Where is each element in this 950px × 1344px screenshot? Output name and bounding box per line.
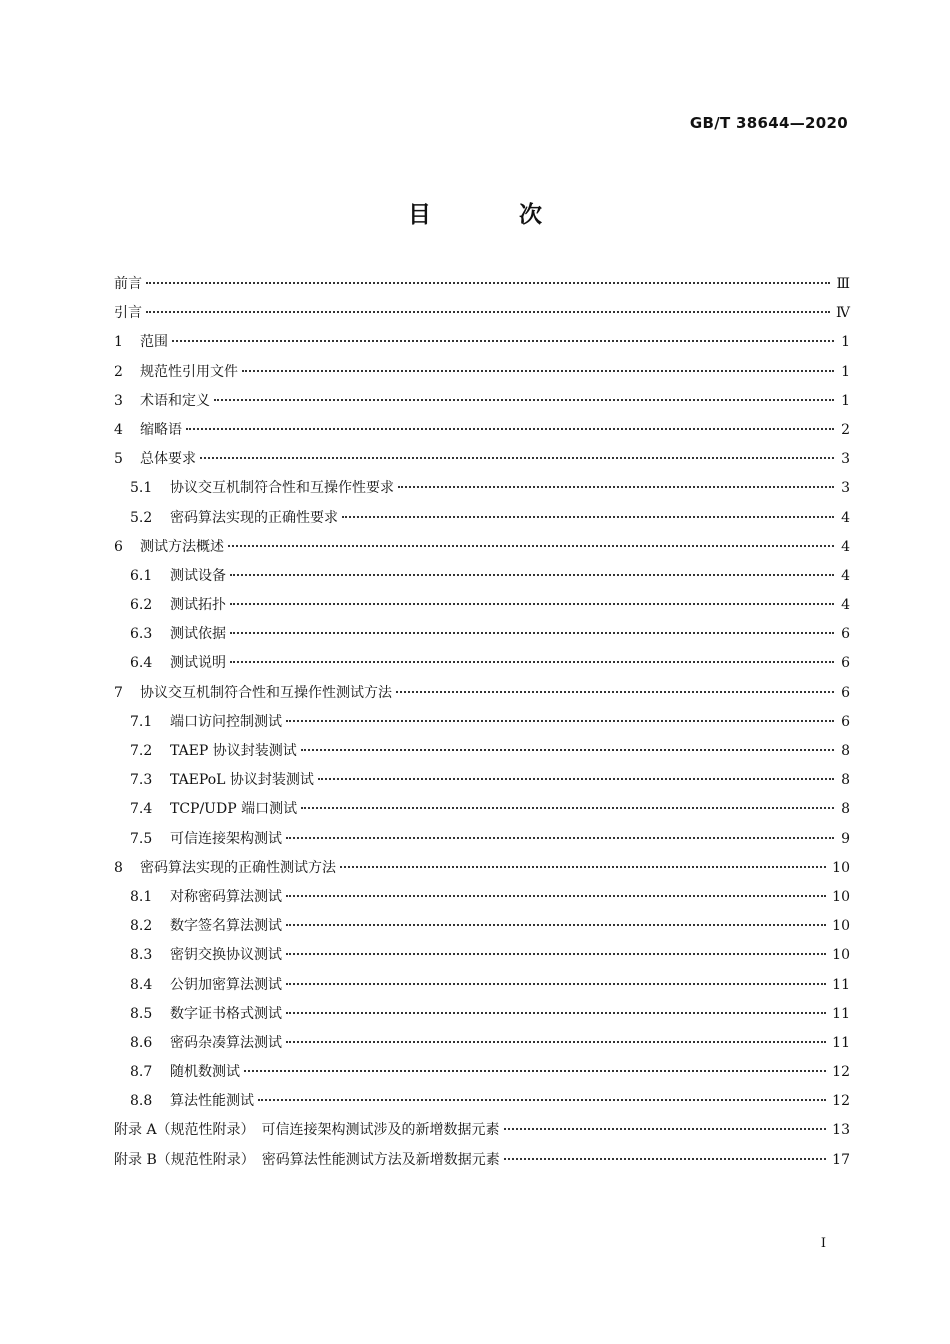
toc-entry[interactable]	[114, 941, 850, 970]
toc-entry[interactable]	[114, 883, 850, 912]
toc-entry[interactable]	[114, 504, 850, 533]
toc-entry-label: 测试拓扑	[170, 597, 226, 614]
toc-entry[interactable]	[114, 1146, 850, 1175]
toc-entry-number: 4	[114, 421, 123, 438]
toc-entry-number: 6.4	[130, 655, 153, 672]
toc-entry[interactable]	[114, 416, 850, 445]
toc-entry-label: 密码杂凑算法测试	[170, 1034, 282, 1051]
toc-entry-number: 2	[114, 363, 123, 380]
toc-entry-page: 10	[832, 918, 850, 935]
toc-entry-page: 8	[841, 801, 850, 818]
dot-leader	[286, 1041, 826, 1043]
dot-leader	[214, 399, 834, 401]
toc-entry-label: 协议交互机制符合性和互操作性测试方法	[140, 684, 392, 701]
toc-entry-label: 密钥交换协议测试	[170, 947, 282, 964]
toc-entry[interactable]	[114, 474, 850, 503]
toc-entry-page: Ⅲ	[836, 276, 850, 292]
dot-leader	[504, 1128, 827, 1130]
toc-entry[interactable]	[114, 620, 850, 649]
toc-entry[interactable]	[114, 737, 850, 766]
toc-entry-number: 8	[114, 859, 123, 876]
toc-entry-label: 密码算法实现的正确性测试方法	[140, 859, 336, 876]
toc-entry[interactable]	[114, 1000, 850, 1029]
dot-leader	[286, 895, 826, 897]
toc-entry[interactable]	[114, 795, 850, 824]
toc-entry-page: 1	[841, 363, 850, 380]
toc-entry-page: 4	[841, 538, 850, 555]
toc-entry-page: 12	[832, 1093, 850, 1110]
toc-entry-number: 8.4	[130, 976, 153, 993]
toc-entry-number: 6.3	[130, 626, 153, 643]
toc-entry-page: 11	[832, 1034, 850, 1051]
dot-leader	[186, 428, 834, 430]
toc-entry-page: 2	[841, 421, 850, 438]
toc-entry[interactable]	[114, 1087, 850, 1116]
toc-entry[interactable]	[114, 825, 850, 854]
dot-leader	[286, 924, 826, 926]
dot-leader	[301, 807, 834, 809]
toc-entry[interactable]	[114, 971, 850, 1000]
toc-entry-number: 8.5	[130, 1005, 153, 1022]
toc-entry-label: 测试方法概述	[140, 538, 224, 555]
toc-entry-page: 12	[832, 1064, 850, 1081]
toc-entry-label: 附录 B（规范性附录） 密码算法性能测试方法及新增数据元素	[114, 1151, 500, 1168]
toc-entry[interactable]	[114, 270, 850, 299]
dot-leader	[286, 720, 834, 722]
toc-entry-number: 7.5	[130, 830, 153, 847]
dot-leader	[230, 603, 834, 605]
toc-entry-number: 5.1	[130, 480, 153, 497]
toc-entry-number: 5.2	[130, 509, 153, 526]
toc-entry-number: 8.2	[130, 918, 153, 935]
dot-leader	[301, 749, 834, 751]
toc-entry-label: 公钥加密算法测试	[170, 976, 282, 993]
toc-entry[interactable]	[114, 299, 850, 328]
dot-leader	[398, 486, 834, 488]
toc-entry-label: 缩略语	[140, 421, 182, 438]
toc-entry-number: 8.6	[130, 1034, 153, 1051]
toc-entry-number: 3	[114, 392, 123, 409]
toc-entry-number: 8.7	[130, 1064, 153, 1081]
standard-number: GB/T 38644—2020	[689, 114, 848, 132]
toc-entry-number: 8.8	[130, 1093, 153, 1110]
toc-entry[interactable]	[114, 1116, 850, 1145]
toc-entry-label: 附录 A（规范性附录） 可信连接架构测试涉及的新增数据元素	[114, 1122, 500, 1139]
toc-entry-page: 3	[841, 480, 850, 497]
dot-leader	[230, 574, 834, 576]
toc-entry-label: 密码算法实现的正确性要求	[170, 509, 338, 526]
toc-entry[interactable]	[114, 649, 850, 678]
toc-entry[interactable]	[114, 328, 850, 357]
toc-entry[interactable]	[114, 854, 850, 883]
dot-leader	[396, 691, 834, 693]
toc-entry-label: 总体要求	[140, 451, 196, 468]
toc-entry[interactable]	[114, 445, 850, 474]
dot-leader	[340, 866, 826, 868]
toc-entry-page: 1	[841, 334, 850, 351]
dot-leader	[504, 1158, 826, 1160]
toc-entry-label: 协议交互机制符合性和互操作性要求	[170, 480, 394, 497]
toc-entry-page: 10	[832, 947, 850, 964]
dot-leader	[230, 661, 834, 663]
toc-entry-page: 6	[841, 684, 850, 701]
toc-entry-number: 7.1	[130, 713, 153, 730]
toc-entry-page: 17	[832, 1151, 850, 1168]
toc-entry-label: 规范性引用文件	[140, 363, 238, 380]
toc-entry[interactable]	[114, 1029, 850, 1058]
toc-entry-page: 9	[841, 830, 850, 847]
dot-leader	[200, 457, 834, 459]
toc-entry-number: 8.3	[130, 947, 153, 964]
dot-leader	[342, 516, 834, 518]
toc-entry-number: 7	[114, 684, 123, 701]
dot-leader	[230, 632, 834, 634]
dot-leader	[244, 1070, 826, 1072]
toc-entry-label: 测试说明	[170, 655, 226, 672]
toc-entry-page: 1	[841, 392, 850, 409]
toc-title: 目 次	[407, 202, 582, 228]
toc-entry-page: 10	[832, 888, 850, 905]
toc-entry-number: 6.1	[130, 567, 153, 584]
dot-leader	[286, 983, 826, 985]
toc-entry-page: 6	[841, 655, 850, 672]
toc-entry-page: 3	[841, 451, 850, 468]
toc-entry[interactable]	[114, 766, 850, 795]
toc-entry-label: 端口访问控制测试	[170, 713, 282, 730]
toc-entry-label: 测试设备	[170, 567, 226, 584]
table-of-contents	[114, 270, 850, 1175]
toc-entry-label: 可信连接架构测试	[170, 830, 282, 847]
toc-entry-page: 8	[841, 743, 850, 759]
toc-entry-number: 7.3	[130, 772, 153, 789]
dot-leader	[146, 282, 830, 284]
toc-entry-label: 算法性能测试	[170, 1093, 254, 1110]
toc-entry-number: 6	[114, 538, 123, 555]
toc-entry-page: Ⅳ	[836, 305, 850, 322]
dot-leader	[258, 1099, 826, 1101]
toc-entry-page: 6	[841, 713, 850, 730]
toc-entry[interactable]	[114, 1058, 850, 1087]
toc-entry-label: 数字签名算法测试	[170, 918, 282, 935]
toc-entry-label: 范围	[140, 334, 168, 351]
toc-entry-label: 引言	[114, 305, 142, 322]
page-number: Ⅰ	[820, 1236, 826, 1251]
dot-leader	[228, 545, 834, 547]
dot-leader	[318, 778, 834, 780]
toc-entry-page: 13	[832, 1122, 850, 1139]
toc-entry[interactable]	[114, 708, 850, 737]
toc-entry[interactable]	[114, 912, 850, 941]
toc-entry-number: 1	[114, 334, 123, 351]
toc-entry-number: 7.4	[130, 801, 153, 818]
toc-entry-page: 8	[841, 772, 850, 789]
dot-leader	[172, 340, 834, 342]
toc-entry-page: 4	[841, 597, 850, 614]
toc-entry-number: 5	[114, 451, 123, 468]
toc-entry-label: 数字证书格式测试	[170, 1005, 282, 1022]
toc-entry[interactable]	[114, 358, 850, 387]
toc-entry[interactable]	[114, 387, 850, 416]
toc-entry-page: 4	[841, 567, 850, 584]
toc-entry-page: 11	[832, 976, 850, 993]
toc-entry-label: 术语和定义	[140, 392, 210, 409]
toc-entry-label: TAEP 协议封装测试	[170, 743, 297, 759]
toc-entry-page: 11	[832, 1005, 850, 1022]
toc-entry[interactable]	[114, 679, 850, 708]
toc-entry-number: 8.1	[130, 888, 153, 905]
dot-leader	[242, 370, 834, 372]
toc-entry-number: 6.2	[130, 597, 153, 614]
toc-entry[interactable]	[114, 591, 850, 620]
toc-entry-label: TCP/UDP 端口测试	[170, 801, 298, 818]
dot-leader	[146, 311, 830, 313]
toc-entry-label: 随机数测试	[170, 1064, 240, 1081]
toc-entry-number: 7.2	[130, 743, 153, 759]
toc-entry-page: 4	[841, 509, 850, 526]
toc-entry-page: 10	[832, 859, 850, 876]
toc-entry[interactable]	[114, 562, 850, 591]
toc-entry-label: 前言	[114, 276, 142, 292]
toc-entry-page: 6	[841, 626, 850, 643]
toc-entry[interactable]	[114, 533, 850, 562]
dot-leader	[286, 953, 826, 955]
dot-leader	[286, 1012, 826, 1014]
toc-entry-label: TAEPoL 协议封装测试	[170, 772, 314, 789]
toc-entry-label: 对称密码算法测试	[170, 888, 282, 905]
dot-leader	[286, 837, 834, 839]
toc-entry-label: 测试依据	[170, 626, 226, 643]
